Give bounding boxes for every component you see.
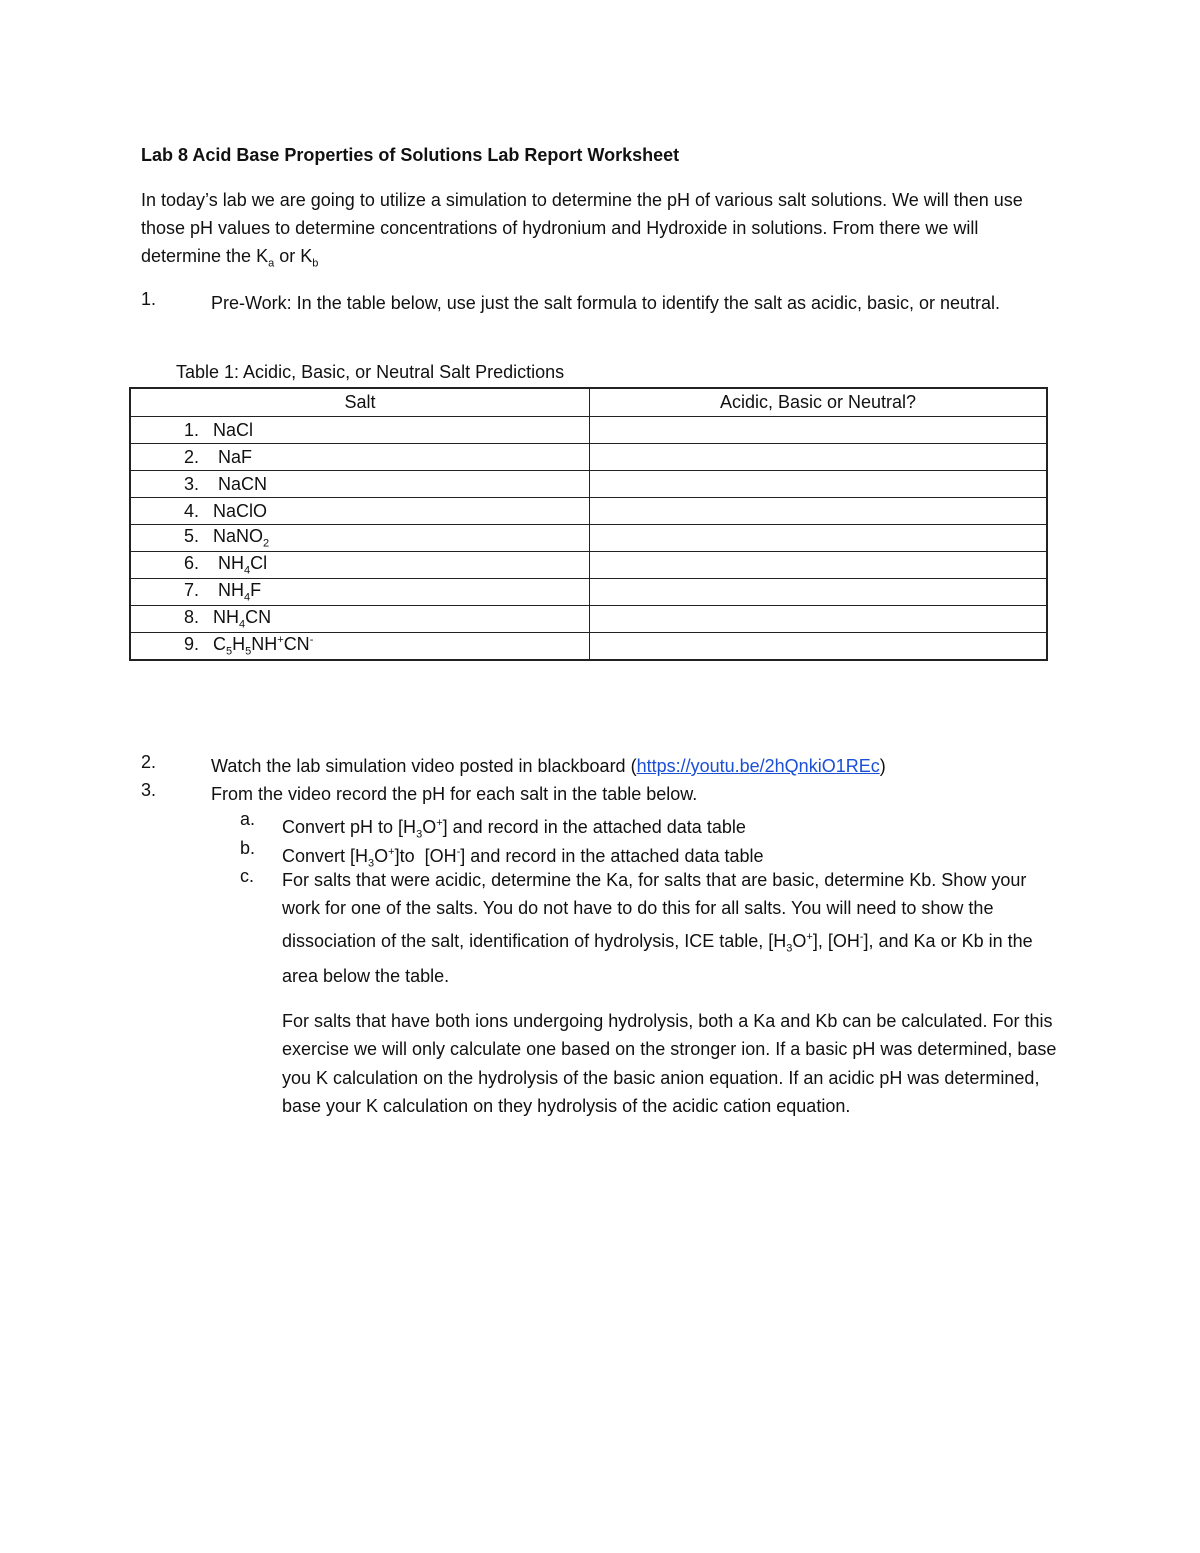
table-caption: Table 1: Acidic, Basic, or Neutral Salt Predictions: [176, 362, 565, 382]
text-part: ], [OH: [812, 930, 860, 951]
salt-prediction-table: [129, 387, 1048, 661]
row-number: 5.: [183, 526, 199, 547]
salt-cell: [130, 444, 590, 471]
text-part: Convert [H: [282, 846, 369, 866]
text-sub: 3: [416, 828, 423, 841]
list-number: 3.: [141, 780, 157, 800]
text-part: ]to [OH: [394, 846, 457, 866]
salt-formula-tail: CN: [245, 607, 272, 628]
table-row: [130, 606, 1047, 633]
salt-formula: NaCN: [218, 473, 268, 494]
sub-letter: b.: [240, 838, 256, 858]
salt-formula-sub: 4: [239, 618, 246, 631]
text-sup: +: [806, 930, 813, 943]
formula-part: CN: [283, 634, 310, 655]
table-row: [130, 579, 1047, 606]
answer-cell[interactable]: [590, 579, 1048, 606]
salt-formula: NaClO: [213, 500, 268, 521]
intro-text: In today’s lab we are going to utilize a simulation to determine the pH of various salt solutions. We will then use those pH values to determine concentrations of hydronium and Hydroxide in solutions. From there we will determine the K: [141, 190, 1023, 266]
ka-subscript: a: [268, 257, 275, 270]
text-part: O: [374, 846, 389, 866]
text-part: ] and record in the attached data table: [442, 817, 746, 837]
row-number: 7.: [183, 580, 199, 601]
salt-formula: NaCl: [213, 419, 254, 440]
text-part: For salts that were acidic, determine the Ka, for salts that are basic, determine Kb. Show your work for one of the salts. You do not have to do this for all salts. You will need to show the dissociation of the salt, identification of hydrolysis, ICE table, [H: [282, 870, 1027, 951]
text-sup: -: [456, 846, 461, 858]
salt-formula: [213, 607, 271, 631]
salt-cell: [130, 552, 590, 579]
answer-cell[interactable]: [590, 471, 1048, 498]
page-title: Lab 8 Acid Base Properties of Solutions Lab Report Worksheet: [141, 145, 680, 165]
sub-letter: c.: [240, 866, 255, 886]
salt-formula-sub: 4: [244, 564, 251, 577]
record-ph-text: From the video record the pH for each salt in the table below.: [211, 784, 698, 804]
table-row: [130, 525, 1047, 552]
watch-video-text: [211, 752, 886, 780]
row-number: 2.: [183, 446, 199, 467]
text-part: ], and Ka or Kb in the area below the table.: [282, 930, 1033, 987]
answer-cell[interactable]: [590, 498, 1048, 525]
salt-formula-sub: 2: [263, 537, 270, 550]
table-row: [130, 498, 1047, 525]
text-part: O: [792, 930, 807, 951]
formula-part: H: [232, 634, 246, 655]
salt-formula-main: NH: [218, 580, 244, 601]
salt-formula-main: NaNO: [213, 526, 264, 547]
answer-cell[interactable]: [590, 633, 1048, 661]
row-number: 9.: [183, 634, 199, 655]
intro-paragraph: [141, 186, 1061, 278]
row-number: 3.: [183, 473, 199, 494]
header-acidic-basic-neutral: Acidic, Basic or Neutral?: [590, 388, 1048, 417]
intro-or: or K: [274, 246, 313, 266]
row-number: 4.: [183, 500, 199, 521]
salt-formula: [213, 634, 313, 658]
formula-sub: 5: [245, 645, 252, 658]
sub-item-text: [282, 866, 1062, 991]
list-number: 1.: [141, 289, 157, 309]
answer-cell[interactable]: [590, 525, 1048, 552]
table-row: [130, 471, 1047, 498]
salt-formula-tail: F: [250, 580, 262, 601]
sub-letter: a.: [240, 809, 256, 829]
salt-formula-tail: Cl: [250, 553, 268, 574]
watch-video-suffix: ): [879, 756, 886, 776]
table-header-row: [130, 388, 1047, 417]
salt-formula-main: NH: [213, 607, 239, 628]
salt-formula: [218, 580, 261, 604]
formula-sup: -: [309, 634, 314, 647]
salt-formula-main: NH: [218, 553, 244, 574]
text-sup: +: [388, 846, 395, 858]
formula-part: C: [213, 634, 226, 655]
row-number: 6.: [183, 553, 199, 574]
salt-formula: [213, 526, 269, 550]
salt-cell: [130, 606, 590, 633]
formula-sub: 5: [226, 645, 233, 658]
text-sup: -: [859, 930, 864, 943]
salt-cell: [130, 525, 590, 552]
table-row: [130, 417, 1047, 444]
salt-cell: [130, 579, 590, 606]
answer-cell[interactable]: [590, 417, 1048, 444]
table-row: [130, 633, 1047, 661]
salt-cell: [130, 471, 590, 498]
formula-part: NH: [251, 634, 278, 655]
video-link[interactable]: https://youtu.be/2hQnkiO1REc: [636, 756, 880, 776]
table-row: [130, 552, 1047, 579]
text-sub: 3: [368, 857, 375, 870]
watch-video-prefix: Watch the lab simulation video posted in blackboard (: [211, 756, 637, 776]
kb-subscript: b: [312, 257, 319, 270]
header-salt: Salt: [130, 388, 590, 417]
row-number: 1.: [183, 419, 199, 440]
text-part: O: [422, 817, 437, 837]
answer-cell[interactable]: [590, 606, 1048, 633]
prework-text: Pre-Work: In the table below, use just the salt formula to identify the salt as acidic, basic, or neutral.: [211, 293, 1001, 313]
list-number: 2.: [141, 752, 157, 772]
answer-cell[interactable]: [590, 552, 1048, 579]
salt-cell: [130, 498, 590, 525]
text-part: ] and record in the attached data table: [460, 846, 764, 866]
hydrolysis-paragraph: For salts that have both ions undergoing hydrolysis, both a Ka and Kb can be calculated. For this exercise we will only calculate one based on the stronger ion. If a basic pH was determined, base you K calculation on the hydrolysis of the basic anion equation. If an acidic pH was determined, base your K calculation on they hydrolysis of the acidic cation equation.: [282, 1011, 1057, 1116]
text-part: Convert pH to [H: [282, 817, 417, 837]
salt-formula: NaF: [218, 446, 253, 467]
row-number: 8.: [183, 607, 199, 628]
formula-sup: +: [277, 634, 284, 647]
table-row: [130, 444, 1047, 471]
text-sup: +: [436, 817, 443, 829]
salt-formula-sub: 4: [244, 591, 251, 604]
salt-formula: [218, 553, 267, 577]
salt-cell: [130, 417, 590, 444]
text-sub: 3: [786, 942, 793, 955]
salt-cell: [130, 633, 590, 661]
answer-cell[interactable]: [590, 444, 1048, 471]
